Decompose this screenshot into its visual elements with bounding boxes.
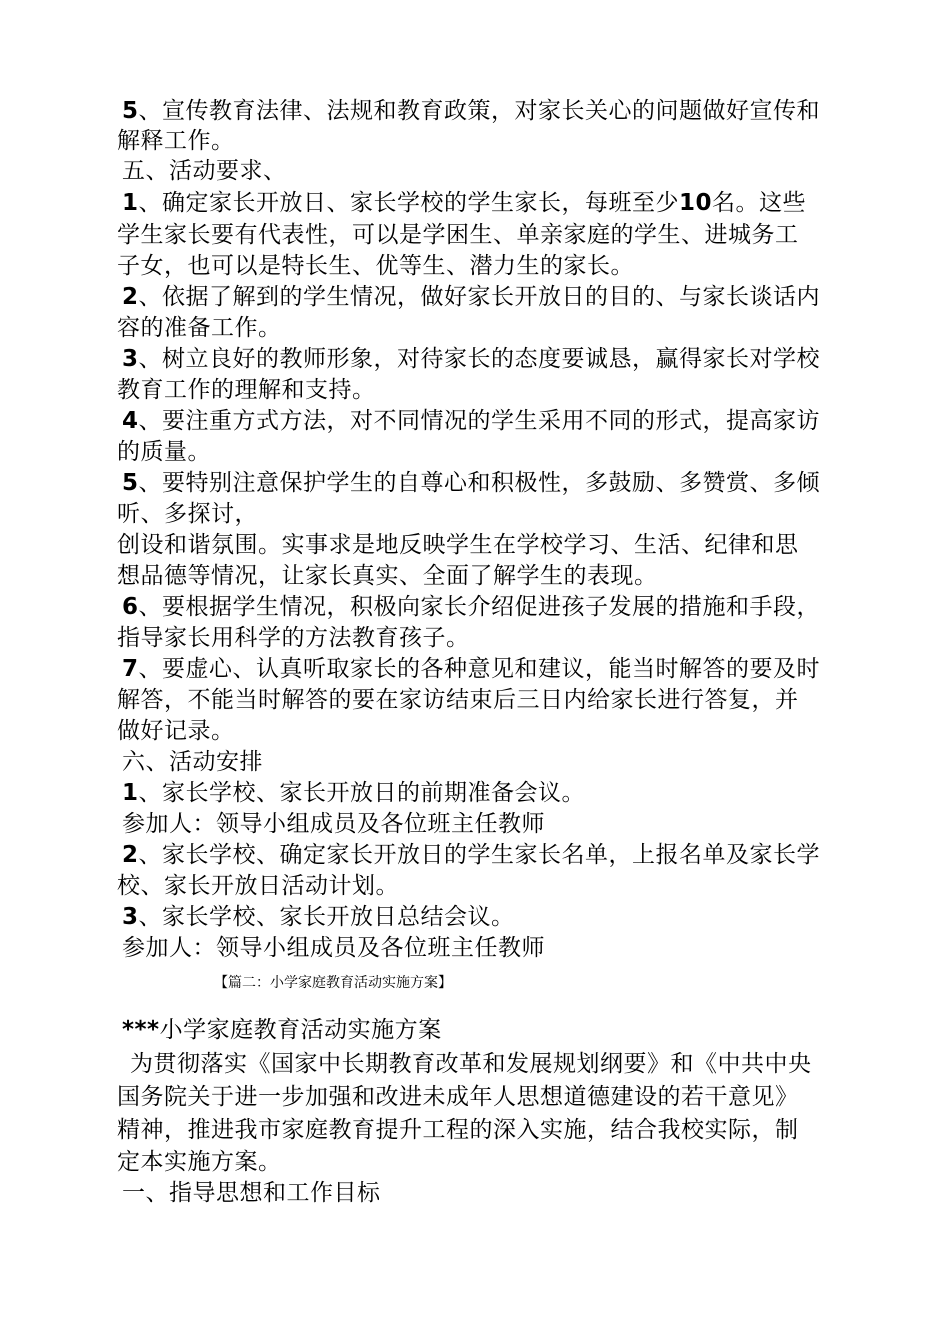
heading-six: 六、活动安排 <box>122 749 263 775</box>
req-1-line-2: 学生家长要有代表性，可以是学困生、单亲家庭的学生、进城务工 <box>117 222 799 248</box>
req-3-line-2: 教育工作的理解和支持。 <box>117 377 376 403</box>
item-5-line-2: 解释工作。 <box>117 128 235 154</box>
section2-title: ***小学家庭教育活动实施方案 <box>122 1017 442 1043</box>
req-5-line-3: 创设和谐氛围。实事求是地反映学生在学校学习、生活、纪律和思 <box>117 532 799 558</box>
plan-2-line-1: 2、家长学校、确定家长开放日的学生家长名单，上报名单及家长学 <box>122 842 821 868</box>
req-1-line-1: 1、确定家长开放日、家长学校的学生家长，每班至少10名。这些 <box>122 190 807 216</box>
intro-line-4: 定本实施方案。 <box>117 1149 282 1175</box>
plan-3-line-1: 3、家长学校、家长开放日总结会议。 <box>122 904 515 930</box>
req-7-line-1: 7、要虚心、认真听取家长的各种意见和建议，能当时解答的要及时 <box>122 656 821 682</box>
req-3-line-1: 3、树立良好的教师形象，对待家长的态度要诚恳，赢得家长对学校 <box>122 346 821 372</box>
req-5-line-2: 听、多探讨， <box>117 501 258 527</box>
req-4-line-2: 的质量。 <box>117 439 211 465</box>
item-5-line-1: 5、宣传教育法律、法规和教育政策，对家长关心的问题做好宣传和 <box>122 98 821 124</box>
plan-1-participants: 参加人：领导小组成员及各位班主任教师 <box>122 811 545 837</box>
intro-line-1: 为贯彻落实《国家中长期教育改革和发展规划纲要》和《中共中央 <box>130 1051 812 1077</box>
req-5-line-4: 想品德等情况，让家长真实、全面了解学生的表现。 <box>117 563 658 589</box>
req-7-line-2: 解答，不能当时解答的要在家访结束后三日内给家长进行答复，并 <box>117 687 799 713</box>
req-7-line-3: 做好记录。 <box>117 718 235 744</box>
heading-five: 五、活动要求、 <box>122 158 287 184</box>
req-4-line-1: 4、要注重方式方法，对不同情况的学生采用不同的形式，提高家访 <box>122 408 821 434</box>
plan-1-line-1: 1、家长学校、家长开放日的前期准备会议。 <box>122 780 586 806</box>
req-1-line-3: 子女，也可以是特长生、优等生、潜力生的家长。 <box>117 253 634 279</box>
req-2-line-2: 容的准备工作。 <box>117 315 282 341</box>
intro-line-3: 精神，推进我市家庭教育提升工程的深入实施，结合我校实际，制 <box>117 1117 799 1143</box>
intro-line-2: 国务院关于进一步加强和改进未成年人思想道德建设的若干意见》 <box>117 1084 799 1110</box>
req-5-line-1: 5、要特别注意保护学生的自尊心和积极性，多鼓励、多赞赏、多倾 <box>122 470 821 496</box>
heading-one: 一、指导思想和工作目标 <box>122 1180 381 1206</box>
req-6-line-2: 指导家长用科学的方法教育孩子。 <box>117 625 470 651</box>
req-2-line-1: 2、依据了解到的学生情况，做好家长开放日的目的、与家长谈话内 <box>122 284 821 310</box>
req-6-line-1: 6、要根据学生情况，积极向家长介绍促进孩子发展的措施和手段， <box>122 594 821 620</box>
section-caption: 【篇二：小学家庭教育活动实施方案】 <box>214 975 452 991</box>
plan-2-line-2: 校、家长开放日活动计划。 <box>117 873 399 899</box>
plan-3-participants: 参加人：领导小组成员及各位班主任教师 <box>122 935 545 961</box>
